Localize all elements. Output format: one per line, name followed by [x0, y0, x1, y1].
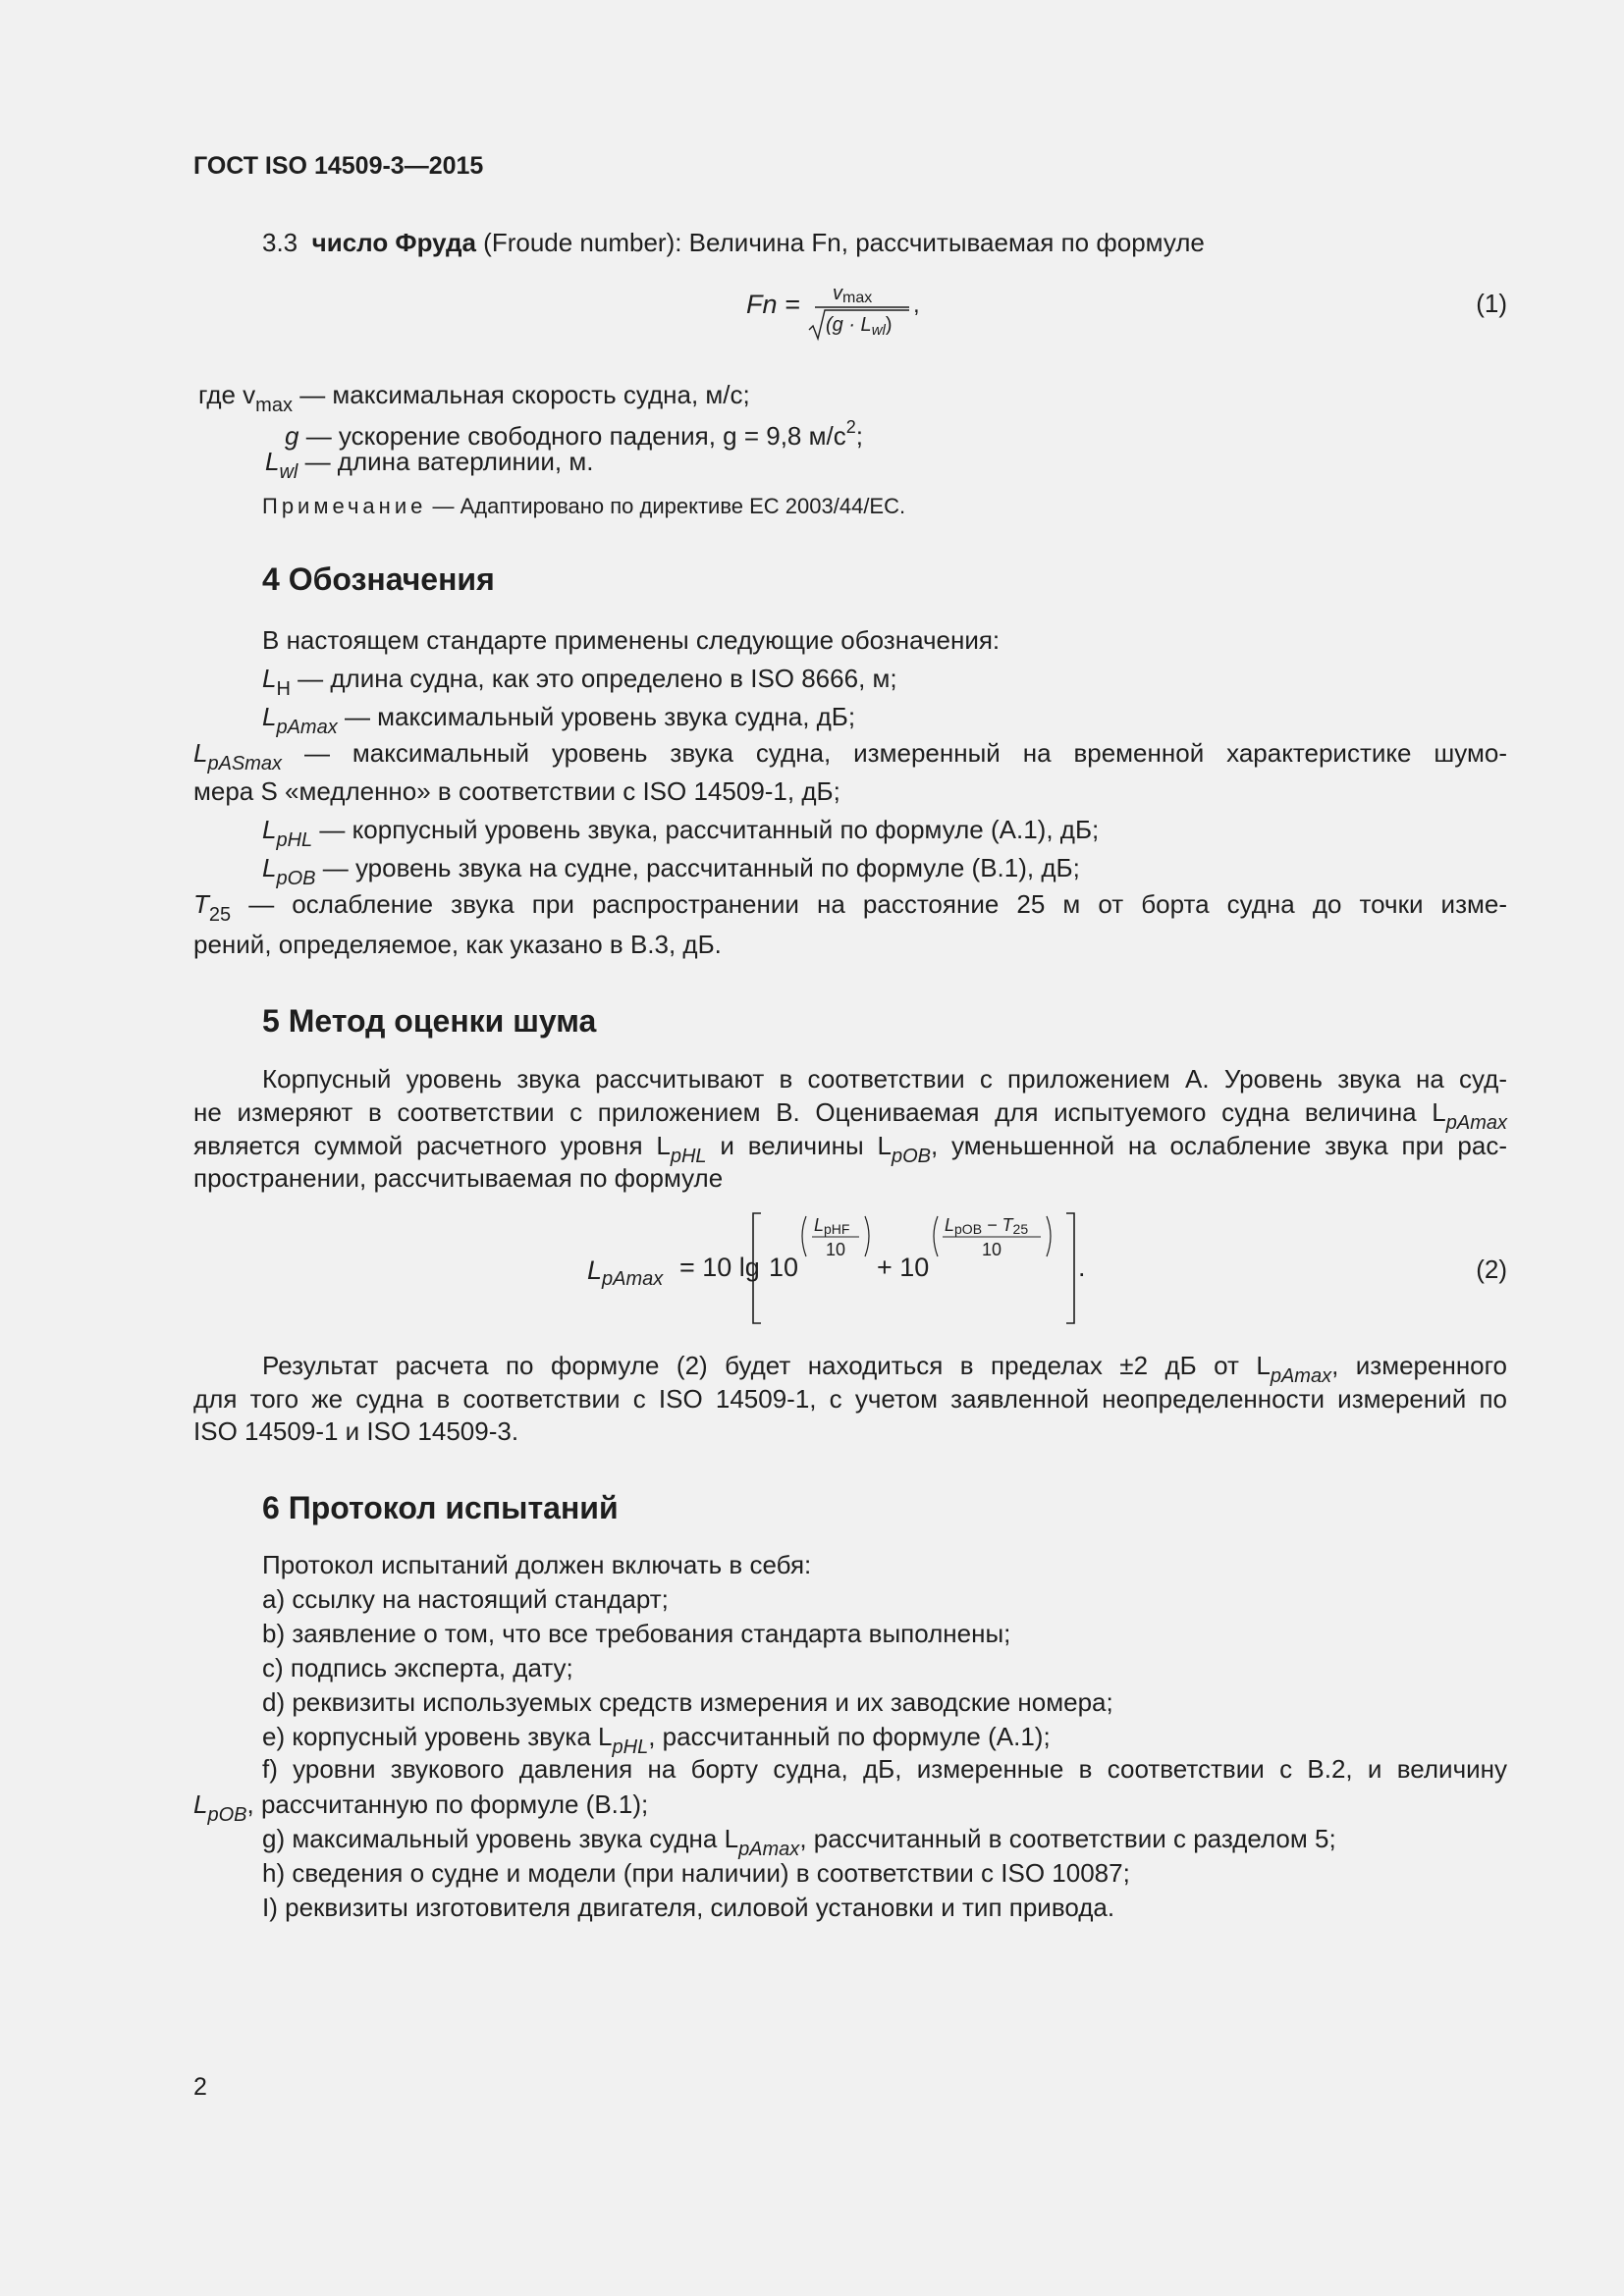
formula-2	[569, 1200, 1512, 1327]
list-item-i: I) реквизиты изготовителя двигателя, силовой установки и тип привода.	[262, 1893, 1115, 1922]
symbol-lh: $L_H$ — длина судна, как это определено в ISO 8666, м;	[262, 664, 897, 700]
formula-1	[727, 273, 1512, 351]
clause-number: 3.3	[262, 228, 298, 257]
formula-2-base-1: 10	[769, 1253, 799, 1282]
list-item-g: g) максимальный уровень звука судна $L_{pAmax}$, рассчитанный в соответствии с разделом 5;	[262, 1824, 1336, 1860]
symbol-t25-cont: рений, определяемое, как указано в В.3, дБ.	[193, 930, 722, 959]
section-6-heading: 6 Протокол испытаний	[262, 1490, 619, 1525]
formula-2-paren-1-left	[802, 1216, 806, 1256]
formula-2-right-bracket	[1066, 1213, 1074, 1323]
note	[262, 491, 905, 522]
where-lwl: $L_{wl}$ — длина ватерлинии, м.	[265, 447, 594, 483]
section-5-para-2-line-2: для того же судна в соответствии с ISO 14509-1, с учетом заявленной неопределенности измерений по	[193, 1384, 1507, 1414]
symbol-lpamax: $L_{pAmax}$ — максимальный уровень звука судна, дБ;	[262, 702, 856, 738]
formula-2-exp-1-num: LpHF	[814, 1215, 850, 1237]
list-item-b: b) заявление о том, что все требования стандарта выполнены;	[262, 1619, 1011, 1648]
formula-1-numerator: vmax	[833, 283, 873, 306]
where-vmax: где $v_{max}$ — максимальная скорость судна, м/с;	[198, 380, 750, 416]
section-5-para-2-line-1: Результат расчета по формуле (2) будет находиться в пределах ±2 дБ от $L_{pAmax}$, измеренного	[262, 1351, 1508, 1387]
where-g: g — ускорение свободного падения, g = 9,8 $м/с^2$;	[285, 417, 863, 451]
page-header: ГОСТ ISO 14509-3—2015	[193, 152, 484, 180]
section-5-para-2-line-3: ISO 14509-1 и ISO 14509-3.	[193, 1416, 519, 1446]
section-4-heading: 4 Обозначения	[262, 561, 495, 597]
section-6-intro: Протокол испытаний должен включать в себя:	[262, 1550, 812, 1579]
formula-2-eq: = 10 lg	[679, 1253, 760, 1282]
formula-2-tail: .	[1078, 1253, 1086, 1282]
term: число Фруда	[311, 228, 476, 257]
symbol-t25: $T_{25}$ — ослабление звука при распространении на расстояние 25 м от борта судна до точки изме-	[193, 889, 1507, 926]
formula-2-paren-1-right	[865, 1216, 869, 1256]
formula-2-exp-2-num: LpOB − T25	[945, 1215, 1029, 1237]
note-label: Примечание	[262, 494, 427, 518]
formula-2-exp-2-den: 10	[981, 1240, 1002, 1259]
formula-1-tail: ,	[913, 292, 920, 318]
symbol-lphl: $L_{pHL}$ — корпусный уровень звука, рассчитанный по формуле (А.1), дБ;	[262, 815, 1100, 851]
formula-2-plus: + 10	[877, 1253, 930, 1282]
section-5-para-1-line-4: пространении, рассчитываемая по формуле	[193, 1163, 724, 1193]
list-item-d: d) реквизиты используемых средств измерения и их заводские номера;	[262, 1687, 1113, 1717]
section-5-heading: 5 Метод оценки шума	[262, 1003, 597, 1039]
definition-3-3	[262, 227, 1205, 258]
formula-1-denominator: $(g \cdot L_{wl})$	[826, 314, 893, 339]
list-item-e: e) корпусный уровень звука $L_{pHL}$, рассчитанный по формуле (А.1);	[262, 1722, 1051, 1758]
formula-2-number: (2)	[1476, 1255, 1507, 1284]
list-item-f: f) уровни звукового давления на борту судна, дБ, измеренные в соответствии с В.2, и величину	[262, 1754, 1507, 1784]
list-item-f-cont: $L_{pOB}$, рассчитанную по формуле (В.1);	[193, 1789, 649, 1826]
symbol-lpasmax: $L_{pASmax}$ — максимальный уровень звука судна, измеренный на временной характеристике шумо-	[193, 738, 1507, 774]
list-item-a: a) ссылку на настоящий стандарт;	[262, 1584, 669, 1614]
list-item-c: c) подпись эксперта, дату;	[262, 1653, 573, 1682]
section-5-para-1-line-1: Корпусный уровень звука рассчитывают в соответствии с приложением А. Уровень звука на суд-	[262, 1064, 1507, 1094]
formula-2-lhs: $L_{pAmax}$	[587, 1255, 664, 1290]
list-item-h: h) сведения о судне и модели (при наличии) в соответствии с ISO 10087;	[262, 1858, 1130, 1888]
formula-2-paren-2-left	[934, 1216, 938, 1256]
section-5-para-1-line-2: не измеряют в соответствии с приложением В. Оцениваемая для испытуемого судна величина $L_{pAmax}$	[193, 1097, 1507, 1134]
symbol-lpasmax-cont: мера S «медленно» в соответствии с ISO 14509-1, дБ;	[193, 776, 840, 806]
page-number: 2	[193, 2073, 207, 2101]
definition-text: (Froude number): Величина Fn, рассчитываемая по формуле	[475, 228, 1205, 257]
formula-1-lhs: Fn =	[746, 290, 800, 319]
symbol-lpob: $L_{pOB}$ — уровень звука на судне, рассчитанный по формуле (В.1), дБ;	[262, 853, 1080, 889]
section-5-para-1-line-3: является суммой расчетного уровня $L_{pHL}$ и величины $L_{pOB}$, уменьшенной на ослабление звука при рас-	[193, 1131, 1507, 1167]
formula-2-paren-2-right	[1047, 1216, 1051, 1256]
formula-1-number: (1)	[1476, 289, 1507, 318]
note-text: — Адаптировано по директиве ЕС 2003/44/ЕС.	[426, 494, 906, 518]
section-4-intro: В настоящем стандарте применены следующие обозначения:	[262, 625, 1001, 655]
formula-2-exp-1-den: 10	[825, 1240, 846, 1259]
